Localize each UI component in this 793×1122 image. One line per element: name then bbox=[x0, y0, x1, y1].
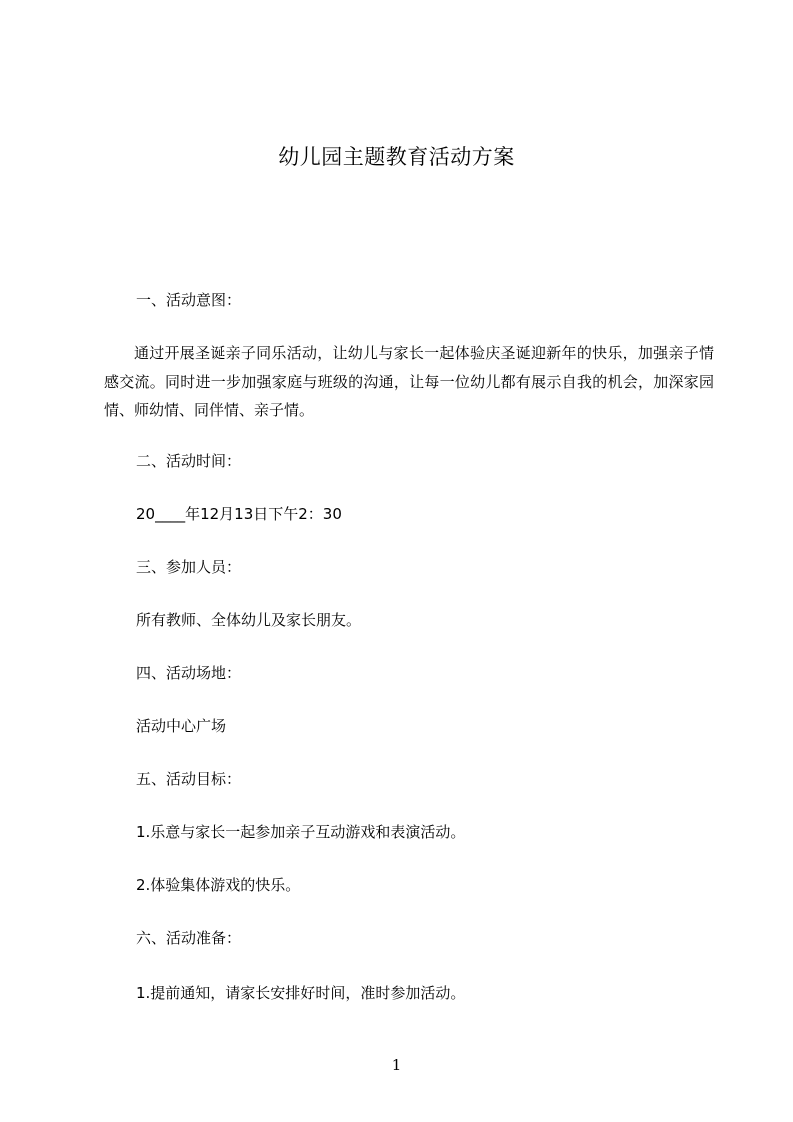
document-title: 幼儿园主题教育活动方案 bbox=[278, 145, 515, 169]
section-heading-intent: 一、活动意图： bbox=[136, 291, 242, 309]
section-body-participants: 所有教师、全体幼儿及家长朋友。 bbox=[136, 611, 362, 629]
goal-item: 1.乐意与家长一起参加亲子互动游戏和表演活动。 bbox=[136, 823, 466, 841]
section-body-venue: 活动中心广场 bbox=[136, 717, 227, 735]
preparation-item: 1.提前通知，请家长安排好时间，准时参加活动。 bbox=[136, 984, 466, 1002]
section-body-intent: 通过开展圣诞亲子同乐活动，让幼儿与家长一起体验庆圣诞迎新年的快乐，加强亲子情感交流。同时进一步加强家庭与班级的沟通，让每一位幼儿都有展示自我的机会，加深家园情、师幼情、同伴情、亲子情。 bbox=[104, 344, 714, 419]
section-body-time: 20____年12月13日下午2：30 bbox=[136, 505, 342, 523]
section-heading-preparation: 六、活动准备： bbox=[136, 929, 242, 947]
section-heading-goals: 五、活动目标： bbox=[136, 770, 242, 788]
goal-item: 2.体验集体游戏的快乐。 bbox=[136, 876, 301, 894]
page-number: 1 bbox=[391, 1056, 402, 1074]
section-heading-time: 二、活动时间： bbox=[136, 452, 242, 470]
section-heading-venue: 四、活动场地： bbox=[136, 664, 242, 682]
section-heading-participants: 三、参加人员： bbox=[136, 558, 242, 576]
